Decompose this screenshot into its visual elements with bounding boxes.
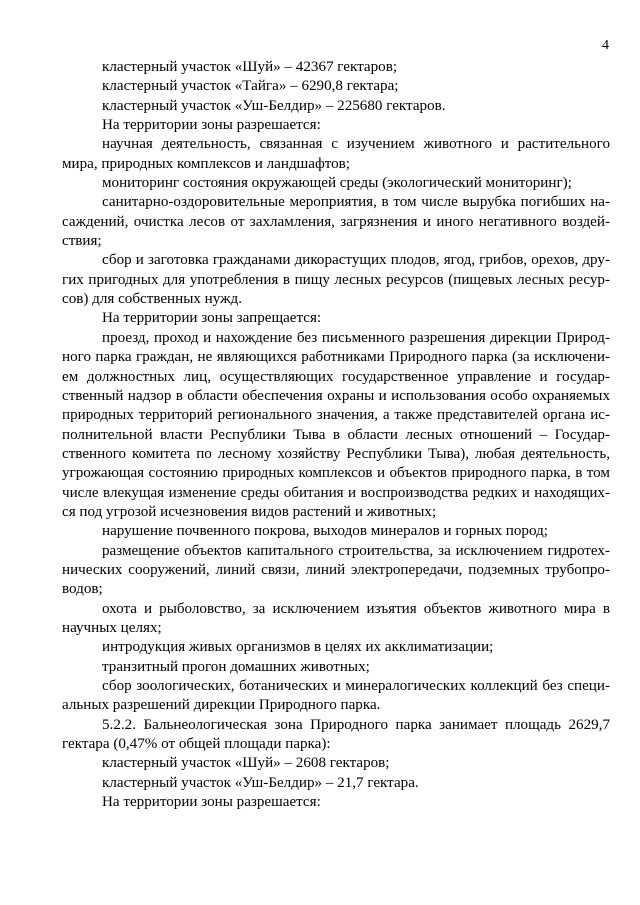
paragraph: сбор зоологических, ботанических и минералогических коллекций без специальных разрешений дирекции Природного парка.	[62, 678, 610, 714]
paragraph: На территории зоны разрешается:	[102, 117, 321, 134]
page-number: 4	[602, 38, 609, 53]
paragraph: 5.2.2. Бальнеологическая зона Природного парка занимает площадь 2629,7 гектара (0,47% от общей площади парка):	[62, 716, 610, 753]
paragraph: транзитный прогон домашних животных;	[102, 658, 370, 675]
paragraph: санитарно-оздоровительные мероприятия, в том числе вырубка погибших насаждений, очистка лесов от захламления, загрязнения и иного негативного воздействия;	[62, 194, 610, 250]
document-body	[62, 58, 610, 812]
paragraph: На территории зоны разрешается:	[102, 794, 321, 811]
paragraph: кластерный участок «Уш-Белдир» – 21,7 гектара.	[102, 774, 419, 791]
paragraph: На территории зоны запрещается:	[102, 310, 322, 327]
paragraph: кластерный участок «Шуй» – 42367 гектаров;	[102, 59, 398, 75]
paragraph: интродукция живых организмов в целях их акклиматизации;	[102, 639, 494, 656]
paragraph: нарушение почвенного покрова, выходов минералов и горных пород;	[102, 523, 548, 540]
paragraph: охота и рыболовство, за исключением изъятия объектов животного мира в научных целях;	[62, 600, 610, 636]
paragraph: кластерный участок «Уш-Белдир» – 225680 гектаров.	[102, 97, 446, 114]
paragraph: научная деятельность, связанная с изучением животного и растительного мира, природных комплексов и ландшафтов;	[62, 136, 610, 172]
paragraph: проезд, проход и нахождение без письменного разрешения дирекции Природного парка граждан, не являющихся работниками Природного парка (за исключением должностных лиц, осуществляющих государственное управление и государственный надзор в области обеспечения охраны и использования особо охраняемых природных территорий регионального значения, а также представителей органа исполнительной власти Республики Тыва в области лесных отношений – Государственного комитета по лесному хозяйству Республики Тыва), любая деятельность, угрожающая состоянию природных комплексов и объектов природного парка, в том числе влекущая изменение среды обитания и воспроизводства редких и находящихся под угрозой исчезновения видов растений и животных;	[62, 329, 610, 520]
paragraph: кластерный участок «Тайга» – 6290,8 гектара;	[102, 78, 399, 95]
paragraph: кластерный участок «Шуй» – 2608 гектаров;	[102, 755, 390, 772]
paragraph: сбор и заготовка гражданами дикорастущих плодов, ягод, грибов, орехов, других пригодных для употребления в пищу лесных ресурсов (пищевых лесных ресурсов) для собственных нужд.	[62, 252, 610, 308]
paragraph: размещение объектов капитального строительства, за исключением гидротехнических сооружений, линий связи, линий электропередачи, подземных трубопроводов;	[62, 542, 610, 598]
paragraph: мониторинг состояния окружающей среды (экологический мониторинг);	[102, 175, 572, 192]
